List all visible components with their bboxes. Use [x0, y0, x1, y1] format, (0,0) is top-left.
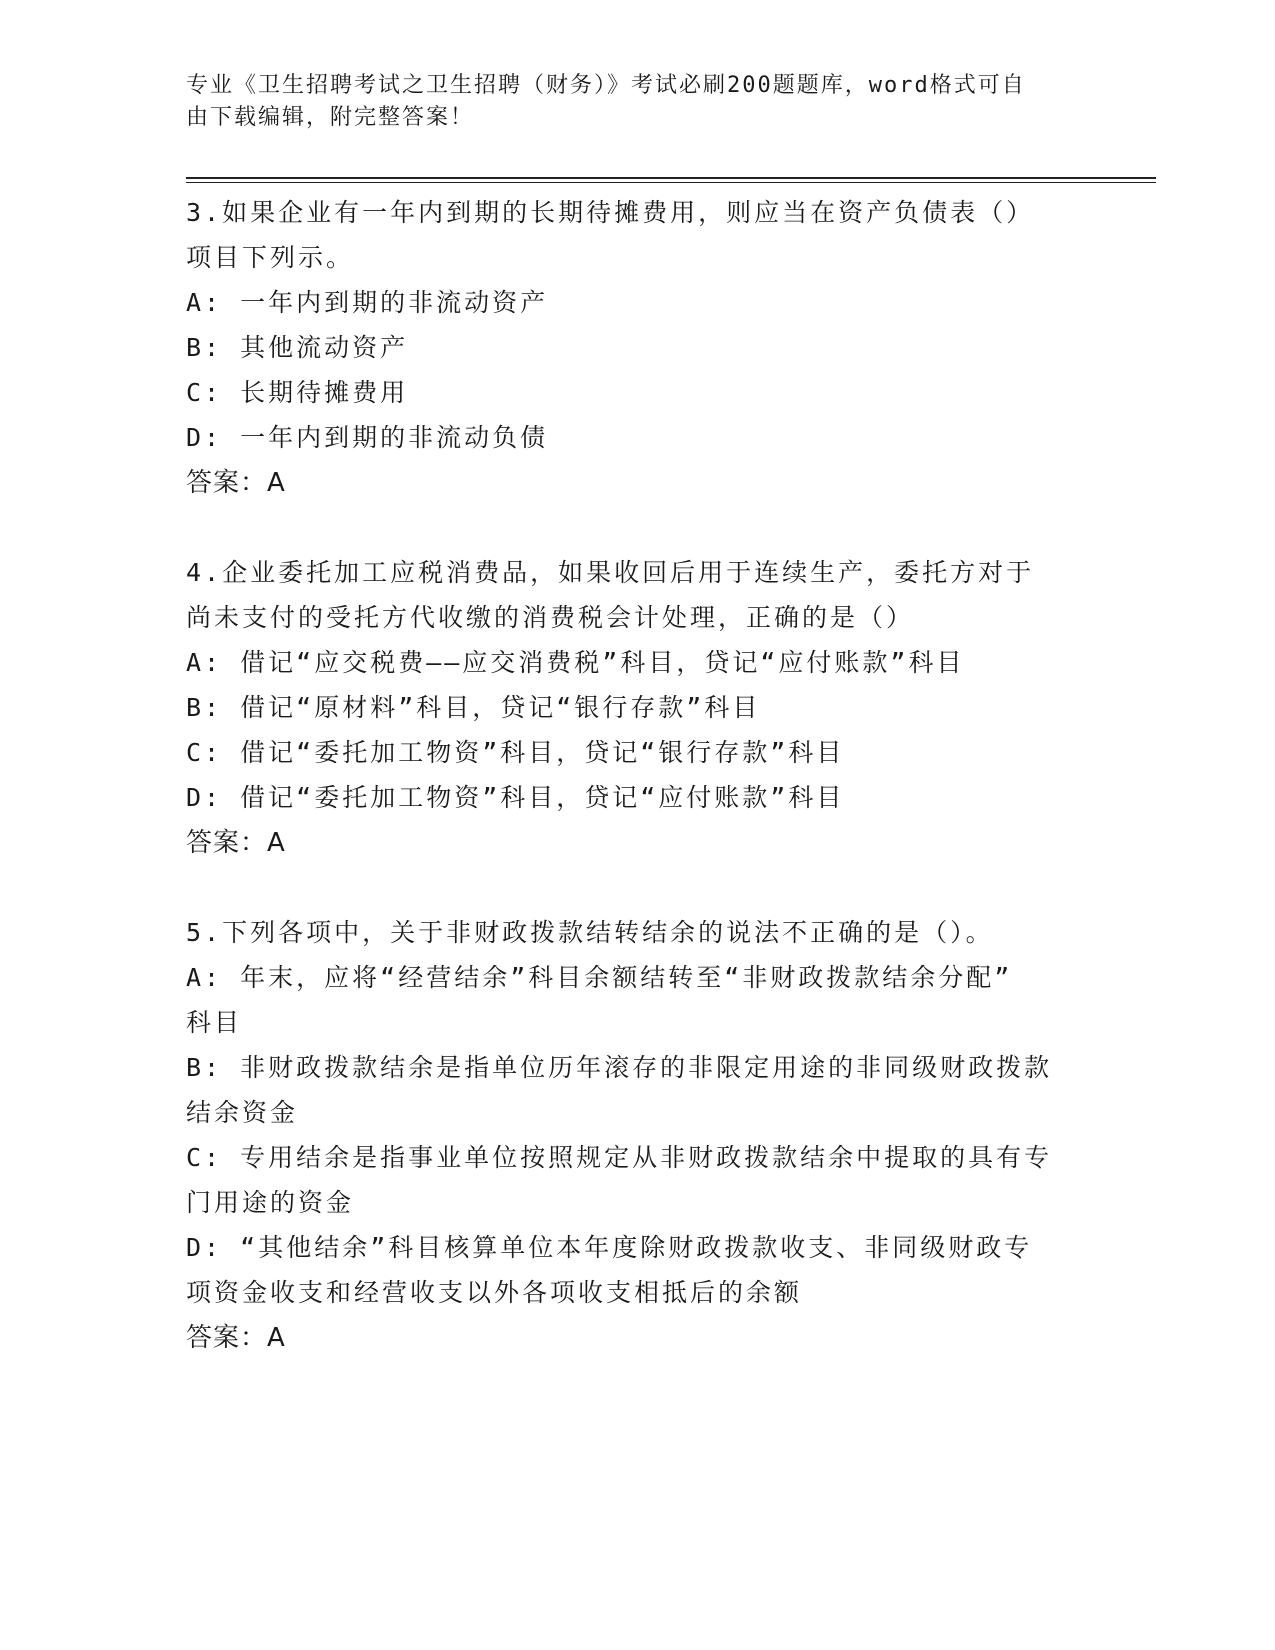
question-stem-line: 4.企业委托加工应税消费品，如果收回后用于连续生产，委托方对于: [186, 558, 1035, 587]
answer: 答案：A: [186, 468, 286, 498]
option-a-line-1: A: 年末，应将“经营结余”科目余额结转至“非财政拨款结余分配”: [186, 963, 1013, 992]
option-a: A: 借记“应交税费——应交消费税”科目，贷记“应付账款”科目: [186, 648, 965, 677]
option-c: C: 长期待摊费用: [186, 378, 409, 407]
option-b-line-1: B: 非财政拨款结余是指单位历年滚存的非限定用途的非同级财政拨款: [186, 1053, 1053, 1082]
option-d: D: 借记“委托加工物资”科目，贷记“应付账款”科目: [186, 783, 845, 812]
header-divider-thin: [186, 182, 1156, 183]
option-c-line-2: 门用途的资金: [186, 1188, 355, 1217]
header-line-1: 专业《卫生招聘考试之卫生招聘（财务）》考试必刷200题题库，word格式可自: [186, 73, 1026, 98]
question-5: [186, 910, 1086, 1361]
option-d: D: 一年内到期的非流动负债: [186, 423, 549, 452]
option-b: B: 其他流动资产: [186, 333, 409, 362]
answer: 答案：A: [186, 828, 286, 858]
option-d-line-1: D: “其他结余”科目核算单位本年度除财政拨款收支、非同级财政专: [186, 1233, 1033, 1262]
answer: 答案：A: [186, 1323, 286, 1353]
question-stem-line: 项目下列示。: [186, 243, 355, 272]
question-stem-line: 5.下列各项中，关于非财政拨款结转结余的说法不正确的是（）。: [186, 918, 994, 947]
document-header: [186, 70, 1066, 134]
question-list: [186, 190, 1086, 1405]
question-4: [186, 550, 1086, 866]
option-c-line-1: C: 专用结余是指事业单位按照规定从非财政拨款结余中提取的具有专: [186, 1143, 1053, 1172]
question-stem-line: 尚未支付的受托方代收缴的消费税会计处理，正确的是（）: [186, 603, 915, 632]
option-a: A: 一年内到期的非流动资产: [186, 288, 549, 317]
header-divider-thick: [186, 177, 1156, 179]
header-line-2: 由下载编辑，附完整答案！: [186, 105, 475, 130]
option-c: C: 借记“委托加工物资”科目，贷记“银行存款”科目: [186, 738, 845, 767]
option-b-line-2: 结余资金: [186, 1098, 299, 1127]
question-3: [186, 190, 1086, 506]
option-d-line-2: 项资金收支和经营收支以外各项收支相抵后的余额: [186, 1278, 803, 1307]
option-a-line-2: 科目: [186, 1008, 243, 1037]
question-stem-line: 3.如果企业有一年内到期的长期待摊费用，则应当在资产负债表（）: [186, 198, 1035, 227]
option-b: B: 借记“原材料”科目，贷记“银行存款”科目: [186, 693, 761, 722]
